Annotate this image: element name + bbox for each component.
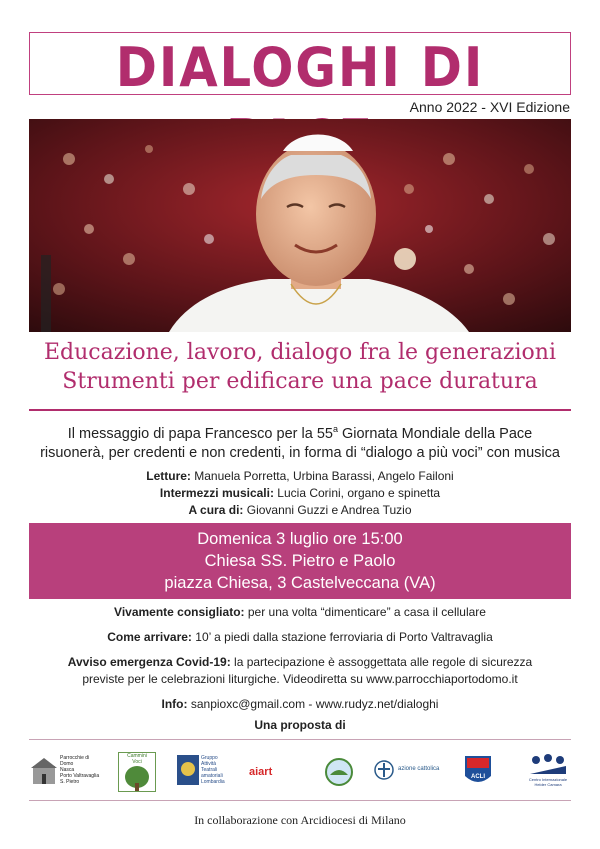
covid-notice: Avviso emergenza Covid-19: la partecipazione è assoggettata alle regole di sicurezza previste per le celebrazioni liturgiche. Videodiretta su www.parrocchiaportodomo.it <box>67 655 533 686</box>
message-line-2: risuonerà, per credenti e non credenti, in forma di “dialogo a più voci” con musica <box>40 444 560 461</box>
info-block <box>40 604 560 721</box>
advice-line: Vivamente consigliato: per una volta “dimenticare” a casa il cellulare <box>114 605 486 619</box>
aiart-logo: aiart <box>249 766 273 778</box>
shield-icon <box>463 754 493 788</box>
people-icon <box>528 752 568 776</box>
pope-photo <box>29 119 571 332</box>
theatre-group-logo: Gruppo Attività Teatrali amatoriali Lombardia <box>177 755 237 787</box>
acli-logo: ACLI <box>463 754 493 788</box>
azione-cattolica-logo: azione cattolica <box>374 760 454 784</box>
theatre-mask-icon <box>177 755 199 785</box>
event-details <box>29 528 571 594</box>
event-address: piazza Chiesa, 3 Castelveccana (VA) <box>164 574 436 592</box>
tree-icon <box>119 765 155 791</box>
contact-line: Info: sanpioxc@gmail.com - www.rudyz.net/dialoghi <box>161 697 439 711</box>
event-church: Chiesa SS. Pietro e Paolo <box>204 552 396 570</box>
proposal-heading: Una proposta di <box>254 718 346 732</box>
curated-line: A cura di: Giovanni Guzzi e Andrea Tuzio <box>188 503 412 517</box>
readings-line: Letture: Manuela Porretta, Urbina Barassi, Angelo Failoni <box>146 469 454 483</box>
theme-subtitle <box>29 338 571 396</box>
subtitle-divider <box>29 409 571 411</box>
subtitle-line-1: Educazione, lavoro, dialogo fra le generazioni <box>43 340 557 365</box>
message-line-1: Il messaggio di papa Francesco per la 55$^a$ Giornata Mondiale della Pace <box>67 424 533 442</box>
music-line: Intermezzi musicali: Lucia Corini, organo e spinetta <box>159 486 441 500</box>
credits-block <box>40 468 560 519</box>
logos-bottom-rule <box>29 800 571 801</box>
subtitle-line-2: Strumenti per edificare una pace duratura <box>62 369 538 394</box>
church-icon <box>31 756 57 786</box>
globe-icon <box>324 757 354 787</box>
centro-logo: Centro Internazionale Helder Camara <box>526 752 570 790</box>
message-paragraph <box>40 420 560 463</box>
cross-icon <box>374 760 394 780</box>
edition-label: Anno 2022 - XVI Edizione <box>409 99 570 115</box>
circle-green-logo <box>324 757 354 787</box>
logos-top-rule <box>29 739 571 740</box>
event-date: Domenica 3 luglio ore 15:00 <box>197 530 403 548</box>
collaboration-note: In collaborazione con Arcidiocesi di Milano <box>194 813 406 827</box>
poster-title: DIALOGHI DI <box>115 36 485 99</box>
parish-logo: Parrocchie di Domo Nasca Porto Valtravaglia S. Pietro <box>31 755 101 787</box>
book-logo: Cammini Voci <box>118 752 156 792</box>
photo-illustration <box>29 119 571 332</box>
arrive-line: Come arrivare: 10’ a piedi dalla stazione ferroviaria di Porto Valtravaglia <box>107 630 493 644</box>
